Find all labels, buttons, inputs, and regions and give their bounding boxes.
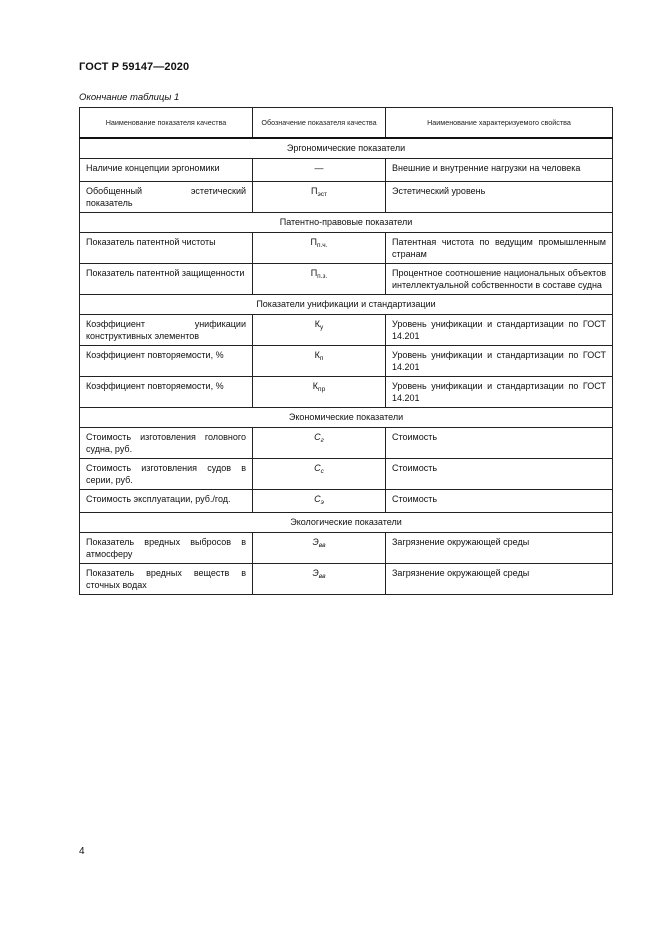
indicator-symbol: $П_{п.ч.}$ <box>253 233 386 264</box>
indicator-name: Стоимость изготовления головного судна, руб. <box>80 428 253 459</box>
indicator-symbol: $П_{эст}$ <box>253 182 386 213</box>
indicator-symbol: $С_с$ <box>253 459 386 490</box>
indicator-symbol: $Э_{вв}$ <box>253 564 386 595</box>
indicator-property: Стоимость <box>386 428 613 459</box>
table-row <box>80 233 613 264</box>
indicator-property: Загрязнение окружающей среды <box>386 564 613 595</box>
indicator-name: Коэффициент повторяемости, % <box>80 377 253 408</box>
indicator-property: Уровень унификации и стандартизации по ГОСТ 14.201 <box>386 346 613 377</box>
table-header-row <box>80 108 613 139</box>
table-caption: Окончание таблицы 1 <box>79 92 180 103</box>
document-code: ГОСТ Р 59147—2020 <box>79 61 190 73</box>
indicator-name: Показатель вредных веществ в сточных водах <box>80 564 253 595</box>
section-title: Экономические показатели <box>80 408 613 428</box>
table-row <box>80 490 613 513</box>
section-title: Патентно-правовые показатели <box>80 213 613 233</box>
section-title: Показатели унификации и стандартизации <box>80 295 613 315</box>
table-row <box>80 459 613 490</box>
table-row <box>80 428 613 459</box>
column-header-property: Наименование характеризуемого свойства <box>386 108 613 139</box>
indicator-property: Эстетический уровень <box>386 182 613 213</box>
indicator-name: Обобщенный эстетический показатель <box>80 182 253 213</box>
section-row-unification <box>80 295 613 315</box>
indicator-name: Стоимость изготовления судов в серии, руб. <box>80 459 253 490</box>
table-row <box>80 346 613 377</box>
section-title: Экологические показатели <box>80 513 613 533</box>
indicator-symbol: $К_{пр}$ <box>253 377 386 408</box>
indicator-name: Наличие концепции эргономики <box>80 159 253 182</box>
table-row <box>80 182 613 213</box>
indicator-symbol: $К_п$ <box>253 346 386 377</box>
indicator-symbol: $К_у$ <box>253 315 386 346</box>
table-row <box>80 159 613 182</box>
table-row <box>80 264 613 295</box>
indicator-name: Показатель вредных выбросов в атмосферу <box>80 533 253 564</box>
section-row-ecological <box>80 513 613 533</box>
indicator-name: Показатель патентной защищенности <box>80 264 253 295</box>
section-row-patent <box>80 213 613 233</box>
indicator-property: Внешние и внутренние нагрузки на человека <box>386 159 613 182</box>
section-row-ergonomic <box>80 138 613 159</box>
indicator-symbol: — <box>253 159 386 182</box>
indicator-symbol: $С_г$ <box>253 428 386 459</box>
table-row <box>80 533 613 564</box>
table-row <box>80 315 613 346</box>
column-header-symbol: Обозначение показателя качества <box>253 108 386 139</box>
quality-indicators-table <box>79 107 613 595</box>
page-number: 4 <box>79 846 85 857</box>
indicator-property: Процентное соотношение национальных объектов интеллектуальной собственности в составе судна <box>386 264 613 295</box>
indicator-property: Стоимость <box>386 490 613 513</box>
table-row <box>80 377 613 408</box>
indicator-name: Коэффициент унификации конструктивных элементов <box>80 315 253 346</box>
indicator-property: Уровень унификации и стандартизации по ГОСТ 14.201 <box>386 377 613 408</box>
indicator-symbol: $Э_{вв}$ <box>253 533 386 564</box>
indicator-property: Уровень унификации и стандартизации по ГОСТ 14.201 <box>386 315 613 346</box>
indicator-property: Загрязнение окружающей среды <box>386 533 613 564</box>
indicator-name: Коэффициент повторяемости, % <box>80 346 253 377</box>
indicator-symbol: $С_э$ <box>253 490 386 513</box>
indicator-name: Показатель патентной чистоты <box>80 233 253 264</box>
indicator-property: Патентная чистота по ведущим промышленным странам <box>386 233 613 264</box>
table-row <box>80 564 613 595</box>
indicator-property: Стоимость <box>386 459 613 490</box>
indicator-name: Стоимость эксплуатации, руб./год. <box>80 490 253 513</box>
section-title: Эргономические показатели <box>80 138 613 159</box>
section-row-economic <box>80 408 613 428</box>
column-header-name: Наименование показателя качества <box>80 108 253 139</box>
indicator-symbol: $П_{п.з.}$ <box>253 264 386 295</box>
